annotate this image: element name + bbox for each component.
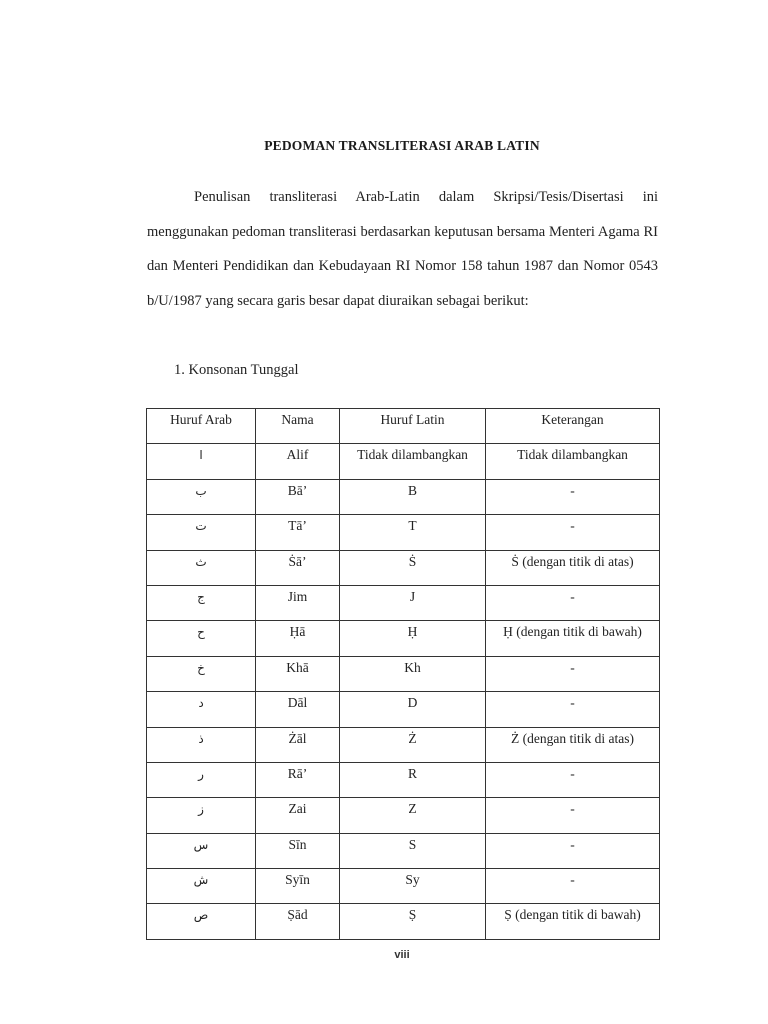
page-title: PEDOMAN TRANSLITERASI ARAB LATIN [264, 138, 540, 153]
cell-keterangan: - [486, 585, 660, 620]
table-row [147, 833, 660, 868]
cell-keterangan: - [486, 515, 660, 550]
cell-nama: Alif [256, 444, 340, 479]
cell-huruf-latin: Tidak dilambangkan [340, 444, 486, 479]
cell-huruf-arab: ث [147, 550, 256, 585]
cell-huruf-arab: خ [147, 656, 256, 691]
table-row [147, 727, 660, 762]
cell-huruf-arab: ح [147, 621, 256, 656]
table-row [147, 656, 660, 691]
cell-nama: Bā’ [256, 479, 340, 514]
cell-nama: Ḥā [256, 621, 340, 656]
cell-nama: Rā’ [256, 762, 340, 797]
cell-keterangan: Ż (dengan titik di atas) [486, 727, 660, 762]
cell-keterangan: - [486, 798, 660, 833]
cell-huruf-latin: D [340, 692, 486, 727]
cell-nama: Syīn [256, 869, 340, 904]
cell-huruf-arab: ش [147, 869, 256, 904]
cell-huruf-arab: ج [147, 585, 256, 620]
cell-huruf-latin: B [340, 479, 486, 514]
cell-huruf-arab: ص [147, 904, 256, 939]
cell-keterangan: - [486, 479, 660, 514]
cell-nama: Żāl [256, 727, 340, 762]
table-row [147, 444, 660, 479]
table-body [147, 444, 660, 939]
page-number: viii [394, 949, 410, 961]
cell-huruf-latin: Sy [340, 869, 486, 904]
cell-nama: Tā’ [256, 515, 340, 550]
cell-nama: Jim [256, 585, 340, 620]
cell-nama: Zai [256, 798, 340, 833]
intro-paragraph: Penulisan transliterasi Arab-Latin dalam Skripsi/Tesis/Disertasi ini menggunakan pedoman transliterasi berdasarkan keputusan bersama Menteri Agama RI dan Menteri Pendidikan dan Kebudayaan RI Nomor 158 tahun 1987 dan Nomor 0543 b/U/1987 yang secara garis besar dapat diuraikan sebagai berikut: [147, 189, 658, 309]
section-heading: 1. Konsonan Tunggal [174, 362, 299, 378]
cell-keterangan: Ḥ (dengan titik di bawah) [486, 621, 660, 656]
cell-huruf-latin: Ṣ [340, 904, 486, 939]
table-row [147, 550, 660, 585]
cell-nama: Ṡā’ [256, 550, 340, 585]
cell-huruf-latin: Ḥ [340, 621, 486, 656]
cell-huruf-latin: Ṡ [340, 550, 486, 585]
cell-keterangan: - [486, 833, 660, 868]
header-huruf-latin: Huruf Latin [340, 409, 486, 444]
header-nama: Nama [256, 409, 340, 444]
cell-keterangan: Ṣ (dengan titik di bawah) [486, 904, 660, 939]
table-row [147, 869, 660, 904]
cell-nama: Ṣād [256, 904, 340, 939]
cell-keterangan: - [486, 869, 660, 904]
cell-keterangan: - [486, 692, 660, 727]
table-row [147, 904, 660, 939]
cell-huruf-arab: ز [147, 798, 256, 833]
table-row [147, 798, 660, 833]
table-row [147, 621, 660, 656]
cell-huruf-arab: ت [147, 515, 256, 550]
cell-huruf-arab: ر [147, 762, 256, 797]
transliteration-table [146, 408, 660, 940]
cell-huruf-latin: J [340, 585, 486, 620]
cell-huruf-latin: Ż [340, 727, 486, 762]
cell-huruf-latin: T [340, 515, 486, 550]
header-huruf-arab: Huruf Arab [147, 409, 256, 444]
cell-nama: Dāl [256, 692, 340, 727]
cell-huruf-arab: س [147, 833, 256, 868]
cell-huruf-arab: د [147, 692, 256, 727]
cell-keterangan: Ṡ (dengan titik di atas) [486, 550, 660, 585]
cell-huruf-latin: Kh [340, 656, 486, 691]
table-row [147, 762, 660, 797]
table-row [147, 585, 660, 620]
cell-nama: Khā [256, 656, 340, 691]
header-keterangan: Keterangan [486, 409, 660, 444]
cell-huruf-latin: R [340, 762, 486, 797]
table-row [147, 692, 660, 727]
cell-keterangan: Tidak dilambangkan [486, 444, 660, 479]
cell-keterangan: - [486, 656, 660, 691]
cell-keterangan: - [486, 762, 660, 797]
cell-huruf-arab: ذ [147, 727, 256, 762]
cell-huruf-latin: S [340, 833, 486, 868]
cell-nama: Sīn [256, 833, 340, 868]
cell-huruf-latin: Z [340, 798, 486, 833]
cell-huruf-arab: ا [147, 444, 256, 479]
table-row [147, 515, 660, 550]
table-header-row [147, 409, 660, 444]
table-row [147, 479, 660, 514]
cell-huruf-arab: ب [147, 479, 256, 514]
